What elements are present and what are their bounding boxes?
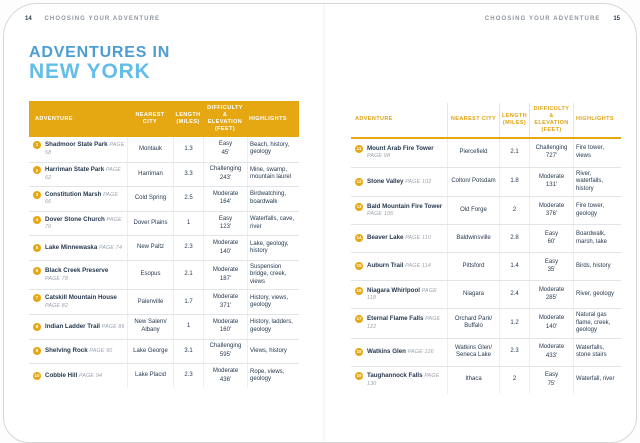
highlights-cell: Fire tower, views xyxy=(573,139,621,167)
adventure-number-badge: 9 xyxy=(33,347,41,355)
adventure-number-badge: 5 xyxy=(33,244,41,252)
adventure-number-badge: 6 xyxy=(33,267,41,275)
table-row xyxy=(351,338,621,366)
adventure-name: Cobble Hill xyxy=(45,371,80,379)
adventure-cell xyxy=(29,137,127,162)
adventure-cell xyxy=(351,225,447,252)
city-cell: Baldwinsville xyxy=(447,225,499,252)
adventures-table-right xyxy=(351,103,621,394)
adventure-name: Auburn Trail xyxy=(367,262,406,270)
adventure-name-wrap xyxy=(355,287,445,303)
table-row xyxy=(351,252,621,280)
adventure-number-badge: 17 xyxy=(356,316,362,322)
running-title: CHOOSING YOUR ADVENTURE xyxy=(44,16,161,22)
elevation-value: 376' xyxy=(545,211,558,217)
adventure-cell xyxy=(29,340,127,364)
adventure-name: Taughannock Falls xyxy=(367,372,425,379)
adventure-number-badge: 16 xyxy=(356,287,362,293)
adventure-name: Indian Ladder Trail xyxy=(45,322,102,330)
adventure-name-wrap xyxy=(33,191,125,207)
length-cell: 1.2 xyxy=(499,309,529,338)
difficulty-label: Challenging xyxy=(535,144,568,151)
column-header-adventure: ADVENTURE xyxy=(35,115,73,122)
length-cell: 1.7 xyxy=(173,290,203,314)
length-cell: 2.3 xyxy=(499,339,529,366)
highlights-cell: River, waterfalls, history xyxy=(573,168,621,197)
table-row xyxy=(351,308,621,338)
adventure-name: Constitution Marsh xyxy=(45,190,104,198)
adventure-number-badge: 7 xyxy=(33,294,41,302)
highlights-cell: History, views, geology xyxy=(247,290,299,314)
adventure-name: Catskill Mountain House xyxy=(45,294,117,302)
column-header-highlights: HIGHLIGHTS xyxy=(249,115,287,122)
elevation-value: 140' xyxy=(545,323,558,330)
running-header-right xyxy=(485,16,620,22)
table-row xyxy=(351,224,621,252)
difficulty-label: Easy xyxy=(218,141,233,148)
length-cell: 3.3 xyxy=(173,163,203,187)
length-cell: 2.8 xyxy=(499,225,529,252)
page-reference: PAGE 74 xyxy=(99,244,123,251)
length-cell: 2 xyxy=(499,197,529,224)
elevation-value: 433' xyxy=(545,352,558,359)
page-reference: PAGE 98 xyxy=(367,153,391,159)
highlights-cell: Birds, history xyxy=(573,253,621,280)
adventure-name: Dover Stone Church xyxy=(45,215,107,223)
adventure-number-badge: 8 xyxy=(33,323,41,331)
difficulty-label: Easy xyxy=(544,230,559,237)
page-reference: PAGE 86 xyxy=(101,323,125,330)
difficulty-label: Easy xyxy=(544,258,559,265)
chapter-title xyxy=(29,44,170,84)
page-reference: PAGE 102 xyxy=(405,178,432,185)
table-row xyxy=(29,289,299,314)
difficulty-label: Moderate xyxy=(212,240,239,247)
adventure-cell xyxy=(351,367,447,394)
adventure-number-badge: 18 xyxy=(356,348,362,354)
length-cell: 1 xyxy=(173,212,203,236)
difficulty-label: Moderate xyxy=(538,202,565,209)
highlights-cell: Birdwatching, boardwalk xyxy=(247,187,299,211)
difficulty-cell xyxy=(203,340,247,364)
elevation-value: 285' xyxy=(545,295,558,301)
adventure-name: Beaver Lake xyxy=(367,234,406,242)
adventure-number-badge: 19 xyxy=(356,373,362,379)
table-row xyxy=(29,235,299,260)
adventure-name: Shadmoor State Park xyxy=(45,141,110,149)
adventure-number-badge: 3 xyxy=(33,191,41,199)
highlights-cell: Natural gas flame, creek, geology xyxy=(573,309,621,338)
elevation-value: 131' xyxy=(545,182,558,189)
elevation-value: 164' xyxy=(219,199,232,206)
city-cell: Esopus xyxy=(127,261,173,290)
adventure-name: Lake Minnewaska xyxy=(45,243,99,251)
adventure-cell xyxy=(29,364,127,388)
city-cell: Watkins Glen/ Seneca Lake xyxy=(447,339,499,366)
table-header-row xyxy=(29,101,299,137)
adventure-name-wrap xyxy=(33,372,125,381)
difficulty-label: Moderate xyxy=(212,318,239,325)
adventure-cell xyxy=(29,212,127,236)
adventure-name-wrap xyxy=(355,372,445,388)
highlights-cell: Rope, views, geology xyxy=(247,364,299,388)
table-row xyxy=(351,196,621,224)
adventure-number-badge: 14 xyxy=(356,235,362,241)
adventure-name-wrap xyxy=(355,315,445,331)
length-cell: 2.3 xyxy=(173,236,203,260)
elevation-value: 123' xyxy=(219,224,232,231)
page-reference: PAGE 130 xyxy=(367,373,440,387)
elevation-value: 75' xyxy=(547,380,556,387)
city-cell: Orchard Park/ Buffalo xyxy=(447,309,499,338)
adventure-number-badge: 4 xyxy=(33,216,41,224)
adventure-name-wrap xyxy=(355,234,445,243)
running-title: CHOOSING YOUR ADVENTURE xyxy=(484,16,601,22)
city-cell: Old Forge xyxy=(447,197,499,224)
elevation-value: 187' xyxy=(219,275,232,282)
city-cell: Colton/ Potsdam xyxy=(447,168,499,197)
difficulty-label: Moderate xyxy=(212,368,239,375)
elevation-value: 243' xyxy=(219,174,232,181)
adventure-name-wrap xyxy=(33,294,125,310)
elevation-value: 35' xyxy=(547,267,556,273)
elevation-value: 371' xyxy=(219,302,232,309)
city-cell: New Paltz xyxy=(127,236,173,260)
adventure-name-wrap xyxy=(33,244,125,253)
column-header-difficulty: DIFFICULTY & ELEVATION (FEET) xyxy=(529,103,573,137)
table-header-row xyxy=(351,103,621,139)
adventure-name-wrap xyxy=(355,262,445,271)
city-cell: Lake George xyxy=(127,340,173,364)
highlights-cell: Mine, swamp, mountain laurel xyxy=(247,163,299,187)
difficulty-cell xyxy=(203,261,247,290)
table-row xyxy=(29,211,299,236)
difficulty-label: Moderate xyxy=(212,190,239,197)
adventure-cell xyxy=(29,187,127,211)
difficulty-cell xyxy=(203,212,247,236)
difficulty-cell xyxy=(203,187,247,211)
adventure-cell xyxy=(29,236,127,260)
table-row xyxy=(29,260,299,290)
adventure-name-wrap xyxy=(33,166,125,182)
table-row xyxy=(351,139,621,167)
table-row xyxy=(351,280,621,308)
page-reference: PAGE 58 xyxy=(45,142,125,156)
title-line-1: ADVENTURES IN xyxy=(29,44,171,61)
adventure-cell xyxy=(29,261,127,290)
page-number: 14 xyxy=(25,16,32,22)
length-cell: 2 xyxy=(499,367,529,394)
length-cell: 1.4 xyxy=(499,253,529,280)
title-line-2: NEW YORK xyxy=(29,60,151,84)
book-spread xyxy=(3,3,637,443)
page-reference: PAGE 94 xyxy=(79,372,103,379)
length-cell: 2.1 xyxy=(499,139,529,167)
page-reference: PAGE 90 xyxy=(89,348,113,355)
page-number: 15 xyxy=(613,16,620,22)
city-cell: Lake Placid xyxy=(127,364,173,388)
adventure-name: Watkins Glen xyxy=(367,347,408,355)
adventure-cell xyxy=(351,139,447,167)
table-row xyxy=(29,339,299,364)
adventure-name: Harriman State Park xyxy=(45,166,106,174)
difficulty-label: Challenging xyxy=(209,166,242,173)
difficulty-label: Moderate xyxy=(538,344,565,350)
length-cell: 2.5 xyxy=(173,187,203,211)
table-body xyxy=(29,137,299,388)
column-header-length: LENGTH (MILES) xyxy=(499,103,529,137)
difficulty-cell xyxy=(529,139,573,167)
adventure-name-wrap xyxy=(33,216,125,232)
highlights-cell: Fire tower, geology xyxy=(573,197,621,224)
difficulty-cell xyxy=(203,163,247,187)
difficulty-cell xyxy=(203,236,247,260)
page-reference: PAGE 106 xyxy=(367,211,394,217)
adventure-number-badge: 10 xyxy=(34,372,40,378)
difficulty-cell xyxy=(203,137,247,162)
adventure-name: Black Creek Preserve xyxy=(45,267,109,275)
table-row xyxy=(351,366,621,394)
adventure-name-wrap xyxy=(33,141,125,157)
page-reference: PAGE 126 xyxy=(407,348,434,355)
difficulty-cell xyxy=(529,281,573,308)
difficulty-cell xyxy=(529,367,573,394)
elevation-value: 60' xyxy=(547,239,556,245)
city-cell: Cold Spring xyxy=(127,187,173,211)
running-header-left xyxy=(25,16,160,22)
adventure-number-badge: 12 xyxy=(356,178,362,184)
adventure-name-wrap xyxy=(355,145,445,161)
city-cell: Harriman xyxy=(127,163,173,187)
length-cell: 3.1 xyxy=(173,340,203,364)
highlights-cell: Beach, history, geology xyxy=(247,137,299,162)
adventure-cell xyxy=(29,163,127,187)
column-header-highlights: HIGHLIGHTS xyxy=(573,103,621,137)
difficulty-label: Moderate xyxy=(212,267,239,274)
adventure-cell xyxy=(351,309,447,338)
difficulty-cell xyxy=(529,339,573,366)
page-reference: PAGE 66 xyxy=(45,191,119,206)
table-row xyxy=(29,162,299,187)
difficulty-label: Moderate xyxy=(212,294,239,301)
adventure-cell xyxy=(351,339,447,366)
adventure-name: Bald Mountain Fire Tower xyxy=(367,202,443,210)
page-reference: PAGE 122 xyxy=(367,316,441,330)
adventure-name: Niagara Whirlpool xyxy=(367,286,422,294)
table-row xyxy=(29,186,299,211)
difficulty-cell xyxy=(529,168,573,197)
difficulty-label: Challenging xyxy=(209,343,242,350)
length-cell: 1.8 xyxy=(499,168,529,197)
difficulty-label: Moderate xyxy=(538,315,565,322)
adventure-cell xyxy=(351,253,447,280)
column-header-difficulty: DIFFICULTY & ELEVATION (FEET) xyxy=(207,105,243,132)
page-reference: PAGE 62 xyxy=(45,167,122,181)
highlights-cell: History, ladders, geology xyxy=(247,315,299,339)
elevation-value: 595' xyxy=(219,351,232,358)
length-cell: 1 xyxy=(173,315,203,339)
column-header-city: NEAREST CITY xyxy=(135,112,165,125)
highlights-cell: River, geology xyxy=(573,281,621,308)
page-reference: PAGE 82 xyxy=(45,302,69,309)
adventure-name: Stone Valley xyxy=(367,177,406,185)
difficulty-label: Moderate xyxy=(538,286,565,293)
adventure-cell xyxy=(351,197,447,224)
page-reference: PAGE 118 xyxy=(367,287,437,301)
adventure-number-badge: 15 xyxy=(356,263,362,269)
adventure-name-wrap xyxy=(355,178,445,187)
difficulty-label: Easy xyxy=(218,215,233,222)
adventure-number-badge: 11 xyxy=(356,145,362,151)
difficulty-cell xyxy=(529,309,573,338)
city-cell: Niagara xyxy=(447,281,499,308)
adventure-number-badge: 2 xyxy=(33,166,41,174)
page-reference: PAGE 110 xyxy=(405,235,432,242)
adventure-name-wrap xyxy=(355,348,445,357)
difficulty-cell xyxy=(529,197,573,224)
city-cell: Montauk xyxy=(127,137,173,162)
highlights-cell: Suspension bridge, creek, views xyxy=(247,261,299,290)
adventure-cell xyxy=(29,290,127,314)
difficulty-cell xyxy=(529,225,573,252)
city-cell: Ithaca xyxy=(447,367,499,394)
length-cell: 2.1 xyxy=(173,261,203,290)
adventure-number-badge: 1 xyxy=(33,141,41,149)
adventure-cell xyxy=(351,281,447,308)
page-reference: PAGE 70 xyxy=(45,216,122,231)
adventures-table-left xyxy=(29,101,299,388)
elevation-value: 140' xyxy=(219,248,232,255)
adventure-name-wrap xyxy=(33,267,125,283)
city-cell: Pittsford xyxy=(447,253,499,280)
table-row xyxy=(29,363,299,388)
page-reference: PAGE 78 xyxy=(45,275,69,282)
elevation-value: 436' xyxy=(219,376,232,383)
city-cell: Dover Plains xyxy=(127,212,173,236)
column-header-length: LENGTH (MILES) xyxy=(175,112,201,125)
adventure-name: Mount Arab Fire Tower xyxy=(367,144,434,152)
difficulty-cell xyxy=(529,253,573,280)
table-row xyxy=(29,314,299,339)
length-cell: 2.3 xyxy=(173,364,203,388)
page-reference: PAGE 114 xyxy=(405,263,432,270)
adventure-name-wrap xyxy=(33,347,125,356)
column-header-city: NEAREST CITY xyxy=(447,103,499,137)
highlights-cell: Waterfall, river xyxy=(573,367,621,394)
highlights-cell: Boardwalk, marsh, lake xyxy=(573,225,621,252)
highlights-cell: Views, history xyxy=(247,340,299,364)
city-cell: New Salem/ Albany xyxy=(127,315,173,339)
length-cell: 2.4 xyxy=(499,281,529,308)
adventure-name: Shelving Rock xyxy=(45,347,90,355)
difficulty-cell xyxy=(203,315,247,339)
highlights-cell: Waterfalls, stone stairs xyxy=(573,339,621,366)
city-cell: Palenville xyxy=(127,290,173,314)
difficulty-label: Moderate xyxy=(538,173,565,180)
city-cell: Piercefield xyxy=(447,139,499,167)
elevation-value: 45' xyxy=(221,149,230,156)
adventure-name: Eternal Flame Falls xyxy=(367,315,426,323)
difficulty-cell xyxy=(203,290,247,314)
elevation-value: 727' xyxy=(545,153,558,159)
adventure-name-wrap xyxy=(355,203,445,219)
elevation-value: 160' xyxy=(219,327,232,334)
highlights-cell: Lake, geology, history xyxy=(247,236,299,260)
table-row xyxy=(351,167,621,197)
right-page xyxy=(324,4,637,442)
adventure-cell xyxy=(29,315,127,339)
adventure-cell xyxy=(351,168,447,197)
difficulty-label: Easy xyxy=(544,372,559,378)
length-cell: 1.3 xyxy=(173,137,203,162)
left-page xyxy=(4,4,321,442)
adventure-name-wrap xyxy=(33,323,125,332)
adventure-number-badge: 13 xyxy=(356,203,362,209)
highlights-cell: Waterfalls, cave, river xyxy=(247,212,299,236)
table-body xyxy=(351,139,621,394)
column-header-adventure: ADVENTURE xyxy=(355,116,393,123)
difficulty-cell xyxy=(203,364,247,388)
table-row xyxy=(29,137,299,162)
